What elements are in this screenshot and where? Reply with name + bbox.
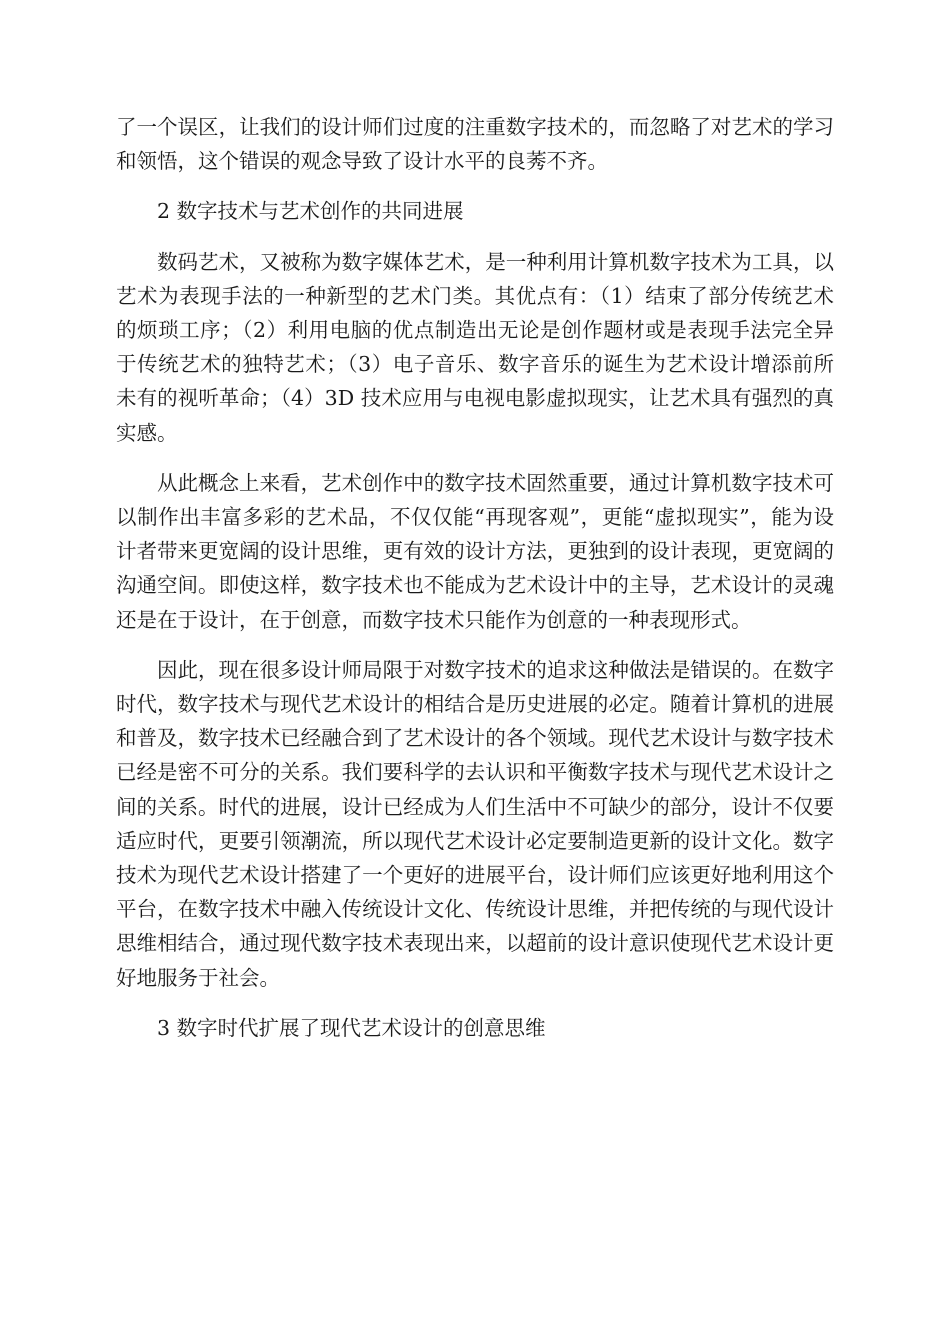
- section-heading-2: 2 数字技术与艺术创作的共同进展: [157, 199, 464, 224]
- section-heading-3: 3 数字时代扩展了现代艺术设计的创意思维: [157, 1015, 546, 1040]
- paragraph-therefore: 因此，现在很多设计师局限于对数字技术的追求这种做法是错误的。在数字时代，数字技术与现代艺术设计的相结合是历史进展的必定。随着计算机的进展和普及，数字技术已经融合到了艺术设计的各个领域。现代艺术设计与数字技术已经是密不可分的关系。我们要科学的去认识和平衡数字技术与现代艺术设计之间的关系。时代的进展，设计已经成为人们生活中不可缺少的部分，设计不仅要适应时代，更要引领潮流，所以现代艺术设计必定要制造更新的设计文化。数字技术为现代艺术设计搭建了一个更好的进展平台，设计师们应该更好地利用这个平台，在数字技术中融入传统设计文化、传统设计思维，并把传统的与现代设计思维相结合，通过现代数字技术表现出来，以超前的设计意识使现代艺术设计更好地服务于社会。: [116, 657, 834, 990]
- paragraph-digital-art: 数码艺术，又被称为数字媒体艺术，是一种利用计算机数字技术为工具，以艺术为表现手法的一种新型的艺术门类。其优点有：（1）结束了部分传统艺术的烦琐工序；（2）利用电脑的优点制造出无论是创作题材或是表现手法完全异于传统艺术的独特艺术；（3）电子音乐、数字音乐的诞生为艺术设计增添前所未有的视听革命；（4）3D 技术应用与电视电影虚拟现实，让艺术具有强烈的真实感。: [116, 249, 834, 445]
- paragraph-concept: 从此概念上来看，艺术创作中的数字技术固然重要，通过计算机数字技术可以制作出丰富多彩的艺术品，不仅仅能“再现客观”，更能“虚拟现实”，能为设计者带来更宽阔的设计思维，更有效的设计方法，更独到的设计表现，更宽阔的沟通空间。即使这样，数字技术也不能成为艺术设计中的主导，艺术设计的灵魂还是在于设计，在于创意，而数字技术只能作为创意的一种表现形式。: [116, 470, 834, 632]
- document-page: [116, 110, 834, 1045]
- paragraph-continued: 了一个误区，让我们的设计师们过度的注重数字技术的，而忽略了对艺术的学习和领悟，这个错误的观念导致了设计水平的良莠不齐。: [116, 115, 834, 174]
